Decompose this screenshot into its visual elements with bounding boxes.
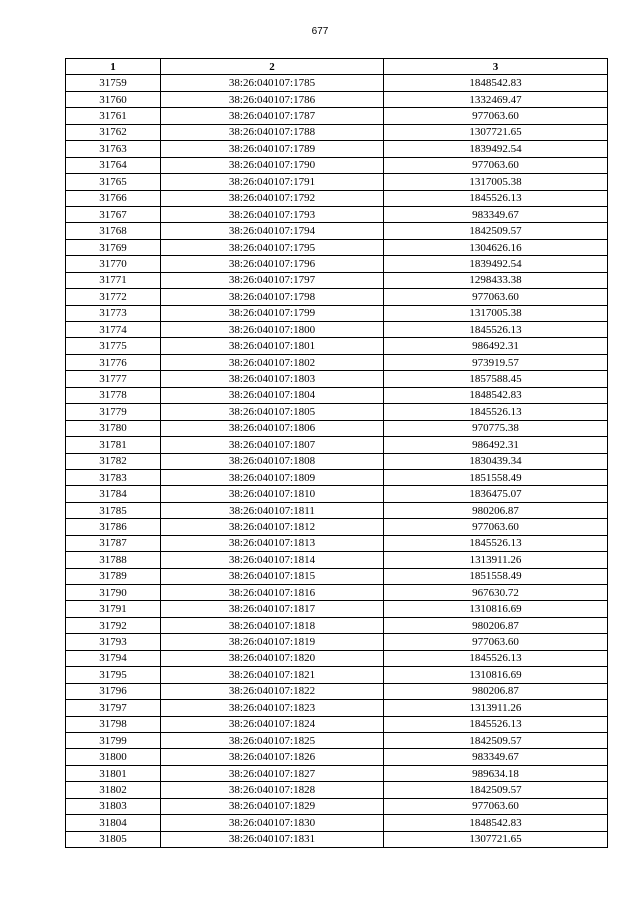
cadastral-number-cell: 38:26:040107:1802 xyxy=(161,354,384,370)
table-row xyxy=(66,732,608,748)
value-cell: 1317005.38 xyxy=(384,174,608,190)
row-number-cell: 31783 xyxy=(66,469,161,485)
row-number-cell: 31767 xyxy=(66,206,161,222)
cadastral-number-cell: 38:26:040107:1814 xyxy=(161,552,384,568)
value-cell: 1851558.49 xyxy=(384,568,608,584)
row-number-cell: 31777 xyxy=(66,371,161,387)
column-header-3: 3 xyxy=(384,59,608,75)
table-row xyxy=(66,601,608,617)
value-cell: 1839492.54 xyxy=(384,141,608,157)
cadastral-number-cell: 38:26:040107:1785 xyxy=(161,75,384,91)
cadastral-number-cell: 38:26:040107:1787 xyxy=(161,108,384,124)
row-number-cell: 31788 xyxy=(66,552,161,568)
cadastral-number-cell: 38:26:040107:1828 xyxy=(161,782,384,798)
cadastral-number-cell: 38:26:040107:1812 xyxy=(161,519,384,535)
value-cell: 1307721.65 xyxy=(384,831,608,847)
cadastral-number-cell: 38:26:040107:1823 xyxy=(161,700,384,716)
row-number-cell: 31795 xyxy=(66,667,161,683)
table-row xyxy=(66,157,608,173)
row-number-cell: 31784 xyxy=(66,486,161,502)
table-row xyxy=(66,124,608,140)
table-body xyxy=(66,75,608,848)
cadastral-number-cell: 38:26:040107:1805 xyxy=(161,404,384,420)
cadastral-number-cell: 38:26:040107:1810 xyxy=(161,486,384,502)
value-cell: 980206.87 xyxy=(384,683,608,699)
cadastral-number-cell: 38:26:040107:1789 xyxy=(161,141,384,157)
row-number-cell: 31804 xyxy=(66,815,161,831)
cadastral-number-cell: 38:26:040107:1817 xyxy=(161,601,384,617)
row-number-cell: 31780 xyxy=(66,420,161,436)
cadastral-number-cell: 38:26:040107:1792 xyxy=(161,190,384,206)
value-cell: 977063.60 xyxy=(384,634,608,650)
cadastral-number-cell: 38:26:040107:1818 xyxy=(161,617,384,633)
row-number-cell: 31769 xyxy=(66,239,161,255)
cadastral-number-cell: 38:26:040107:1827 xyxy=(161,765,384,781)
table-row xyxy=(66,141,608,157)
cadastral-number-cell: 38:26:040107:1793 xyxy=(161,206,384,222)
cadastral-number-cell: 38:26:040107:1804 xyxy=(161,387,384,403)
row-number-cell: 31764 xyxy=(66,157,161,173)
table-row xyxy=(66,667,608,683)
value-cell: 1845526.13 xyxy=(384,650,608,666)
row-number-cell: 31765 xyxy=(66,174,161,190)
table-row xyxy=(66,749,608,765)
cadastral-number-cell: 38:26:040107:1809 xyxy=(161,469,384,485)
row-number-cell: 31802 xyxy=(66,782,161,798)
table-row xyxy=(66,174,608,190)
row-number-cell: 31786 xyxy=(66,519,161,535)
cadastral-number-cell: 38:26:040107:1826 xyxy=(161,749,384,765)
value-cell: 980206.87 xyxy=(384,502,608,518)
row-number-cell: 31793 xyxy=(66,634,161,650)
cadastral-number-cell: 38:26:040107:1813 xyxy=(161,535,384,551)
row-number-cell: 31794 xyxy=(66,650,161,666)
value-cell: 1848542.83 xyxy=(384,815,608,831)
row-number-cell: 31785 xyxy=(66,502,161,518)
table-row xyxy=(66,371,608,387)
table-row xyxy=(66,831,608,847)
cadastral-number-cell: 38:26:040107:1808 xyxy=(161,453,384,469)
table-header-row xyxy=(66,59,608,75)
table-row xyxy=(66,256,608,272)
value-cell: 1842509.57 xyxy=(384,782,608,798)
table-row xyxy=(66,650,608,666)
value-cell: 1310816.69 xyxy=(384,601,608,617)
value-cell: 970775.38 xyxy=(384,420,608,436)
cadastral-number-cell: 38:26:040107:1829 xyxy=(161,798,384,814)
table-row xyxy=(66,272,608,288)
table-row xyxy=(66,552,608,568)
table-row xyxy=(66,322,608,338)
value-cell: 1848542.83 xyxy=(384,75,608,91)
table-row xyxy=(66,617,608,633)
value-cell: 977063.60 xyxy=(384,519,608,535)
value-cell: 1845526.13 xyxy=(384,322,608,338)
row-number-cell: 31801 xyxy=(66,765,161,781)
table-row xyxy=(66,683,608,699)
cadastral-number-cell: 38:26:040107:1801 xyxy=(161,338,384,354)
value-cell: 1307721.65 xyxy=(384,124,608,140)
column-header-2: 2 xyxy=(161,59,384,75)
row-number-cell: 31775 xyxy=(66,338,161,354)
table-row xyxy=(66,420,608,436)
row-number-cell: 31798 xyxy=(66,716,161,732)
value-cell: 1845526.13 xyxy=(384,716,608,732)
row-number-cell: 31759 xyxy=(66,75,161,91)
table-row xyxy=(66,437,608,453)
table-row xyxy=(66,354,608,370)
row-number-cell: 31774 xyxy=(66,322,161,338)
table-row xyxy=(66,289,608,305)
row-number-cell: 31778 xyxy=(66,387,161,403)
cadastral-number-cell: 38:26:040107:1819 xyxy=(161,634,384,650)
cadastral-number-cell: 38:26:040107:1803 xyxy=(161,371,384,387)
row-number-cell: 31787 xyxy=(66,535,161,551)
value-cell: 1848542.83 xyxy=(384,387,608,403)
row-number-cell: 31790 xyxy=(66,585,161,601)
row-number-cell: 31797 xyxy=(66,700,161,716)
cadastral-number-cell: 38:26:040107:1821 xyxy=(161,667,384,683)
row-number-cell: 31761 xyxy=(66,108,161,124)
value-cell: 973919.57 xyxy=(384,354,608,370)
value-cell: 1845526.13 xyxy=(384,190,608,206)
value-cell: 977063.60 xyxy=(384,798,608,814)
value-cell: 977063.60 xyxy=(384,157,608,173)
value-cell: 1310816.69 xyxy=(384,667,608,683)
table-row xyxy=(66,815,608,831)
cadastral-number-cell: 38:26:040107:1786 xyxy=(161,91,384,107)
row-number-cell: 31773 xyxy=(66,305,161,321)
row-number-cell: 31776 xyxy=(66,354,161,370)
value-cell: 1317005.38 xyxy=(384,305,608,321)
column-header-1: 1 xyxy=(66,59,161,75)
cadastral-number-cell: 38:26:040107:1799 xyxy=(161,305,384,321)
value-cell: 1304626.16 xyxy=(384,239,608,255)
table-row xyxy=(66,206,608,222)
cadastral-number-cell: 38:26:040107:1824 xyxy=(161,716,384,732)
cadastral-number-cell: 38:26:040107:1815 xyxy=(161,568,384,584)
cadastral-number-cell: 38:26:040107:1831 xyxy=(161,831,384,847)
value-cell: 1842509.57 xyxy=(384,223,608,239)
value-cell: 1830439.34 xyxy=(384,453,608,469)
value-cell: 986492.31 xyxy=(384,338,608,354)
table-row xyxy=(66,634,608,650)
value-cell: 1857588.45 xyxy=(384,371,608,387)
table-row xyxy=(66,75,608,91)
table-row xyxy=(66,223,608,239)
value-cell: 977063.60 xyxy=(384,289,608,305)
value-cell: 977063.60 xyxy=(384,108,608,124)
value-cell: 1845526.13 xyxy=(384,535,608,551)
cadastral-number-cell: 38:26:040107:1807 xyxy=(161,437,384,453)
value-cell: 989634.18 xyxy=(384,765,608,781)
row-number-cell: 31781 xyxy=(66,437,161,453)
cadastral-number-cell: 38:26:040107:1825 xyxy=(161,732,384,748)
table-row xyxy=(66,535,608,551)
table-row xyxy=(66,798,608,814)
page-number: 677 xyxy=(311,26,329,37)
table-row xyxy=(66,519,608,535)
value-cell: 1845526.13 xyxy=(384,404,608,420)
value-cell: 1298433.38 xyxy=(384,272,608,288)
table-row xyxy=(66,486,608,502)
cadastral-number-cell: 38:26:040107:1794 xyxy=(161,223,384,239)
table-row xyxy=(66,305,608,321)
cadastral-number-cell: 38:26:040107:1800 xyxy=(161,322,384,338)
row-number-cell: 31800 xyxy=(66,749,161,765)
row-number-cell: 31782 xyxy=(66,453,161,469)
row-number-cell: 31791 xyxy=(66,601,161,617)
row-number-cell: 31803 xyxy=(66,798,161,814)
table-row xyxy=(66,782,608,798)
table-row xyxy=(66,765,608,781)
value-cell: 983349.67 xyxy=(384,206,608,222)
table-row xyxy=(66,568,608,584)
value-cell: 1313911.26 xyxy=(384,700,608,716)
table-row xyxy=(66,716,608,732)
table-row xyxy=(66,338,608,354)
value-cell: 1851558.49 xyxy=(384,469,608,485)
cadastral-number-cell: 38:26:040107:1822 xyxy=(161,683,384,699)
value-cell: 986492.31 xyxy=(384,437,608,453)
table-row xyxy=(66,453,608,469)
cadastral-number-cell: 38:26:040107:1830 xyxy=(161,815,384,831)
cadastral-number-cell: 38:26:040107:1806 xyxy=(161,420,384,436)
row-number-cell: 31763 xyxy=(66,141,161,157)
row-number-cell: 31792 xyxy=(66,617,161,633)
value-cell: 967630.72 xyxy=(384,585,608,601)
cadastral-number-cell: 38:26:040107:1798 xyxy=(161,289,384,305)
row-number-cell: 31771 xyxy=(66,272,161,288)
table-row xyxy=(66,469,608,485)
table-row xyxy=(66,190,608,206)
table-row xyxy=(66,700,608,716)
row-number-cell: 31796 xyxy=(66,683,161,699)
value-cell: 1842509.57 xyxy=(384,732,608,748)
cadastral-number-cell: 38:26:040107:1795 xyxy=(161,239,384,255)
table-row xyxy=(66,502,608,518)
row-number-cell: 31779 xyxy=(66,404,161,420)
row-number-cell: 31789 xyxy=(66,568,161,584)
row-number-cell: 31760 xyxy=(66,91,161,107)
value-cell: 1839492.54 xyxy=(384,256,608,272)
data-table xyxy=(65,58,608,848)
table-row xyxy=(66,91,608,107)
table-row xyxy=(66,404,608,420)
table-row xyxy=(66,108,608,124)
cadastral-number-cell: 38:26:040107:1796 xyxy=(161,256,384,272)
cadastral-number-cell: 38:26:040107:1791 xyxy=(161,174,384,190)
cadastral-number-cell: 38:26:040107:1816 xyxy=(161,585,384,601)
row-number-cell: 31805 xyxy=(66,831,161,847)
cadastral-number-cell: 38:26:040107:1790 xyxy=(161,157,384,173)
cadastral-number-cell: 38:26:040107:1788 xyxy=(161,124,384,140)
value-cell: 1836475.07 xyxy=(384,486,608,502)
cadastral-number-cell: 38:26:040107:1820 xyxy=(161,650,384,666)
value-cell: 980206.87 xyxy=(384,617,608,633)
row-number-cell: 31766 xyxy=(66,190,161,206)
row-number-cell: 31772 xyxy=(66,289,161,305)
row-number-cell: 31768 xyxy=(66,223,161,239)
value-cell: 1313911.26 xyxy=(384,552,608,568)
cadastral-number-cell: 38:26:040107:1797 xyxy=(161,272,384,288)
table-row xyxy=(66,387,608,403)
cadastral-number-cell: 38:26:040107:1811 xyxy=(161,502,384,518)
value-cell: 1332469.47 xyxy=(384,91,608,107)
table-row xyxy=(66,585,608,601)
row-number-cell: 31799 xyxy=(66,732,161,748)
table-row xyxy=(66,239,608,255)
row-number-cell: 31762 xyxy=(66,124,161,140)
value-cell: 983349.67 xyxy=(384,749,608,765)
row-number-cell: 31770 xyxy=(66,256,161,272)
